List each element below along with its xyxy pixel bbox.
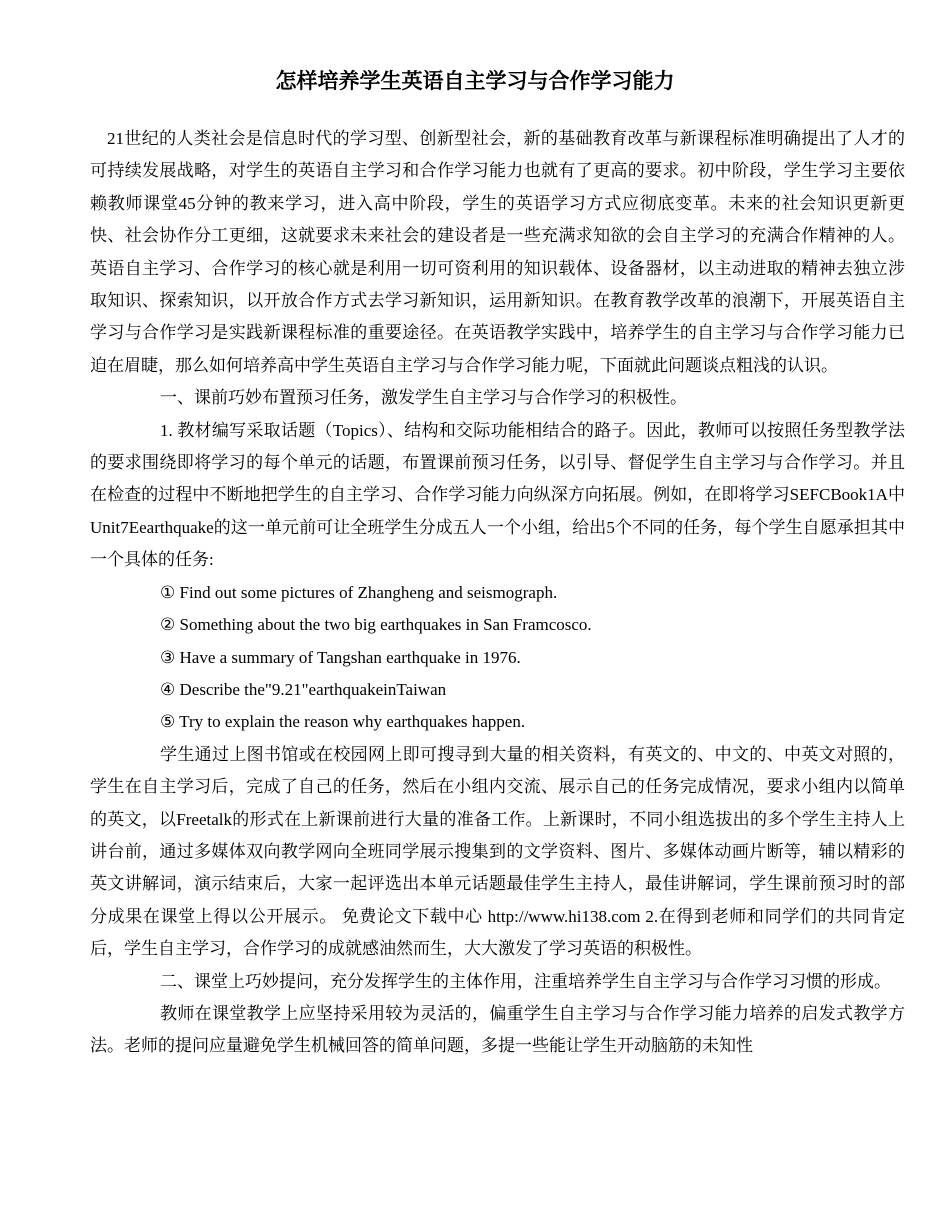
paragraph-task-result: 学生通过上图书馆或在校园网上即可搜寻到大量的相关资料，有英文的、中文的、中英文对照的，学生在自主学习后，完成了自己的任务，然后在小组内交流、展示自己的任务完成情况，要求小组内以简单的英文，以Freetalk的形式在上新课前进行大量的准备工作。上新课时，不同小组选拔出的多个学生主持人上讲台前，通过多媒体双向教学网向全班同学展示搜集到的文学资料、图片、多媒体动画片断等，辅以精彩的英文讲解词，演示结束后，大家一起评选出本单元话题最佳学生主持人，最佳讲解词，学生课前预习时的部分成果在课堂上得以公开展示。 免费论文下载中心 http://www.hi138.com 2.在得到老师和同学们的共同肯定后，学生自主学习，合作学习的成就感油然而生，大大激发了学习英语的积极性。 xyxy=(90,744,905,959)
task-item-5: ⑤ Try to explain the reason why earthquakes happen. xyxy=(160,712,526,732)
paragraph-point-1: 1. 教材编写采取话题（Topics）、结构和交际功能相结合的路子。因此，教师可以按照任务型教学法的要求围绕即将学习的每个单元的话题，布置课前预习任务，以引导、督促学生自主学习与合作学习。并且在检查的过程中不断地把学生的自主学习、合作学习能力向纵深方向拓展。例如，在即将学习SEFCBook1A中Unit7Eearthquake的这一单元前可让全班学生分成五人一个小组，给出5个不同的任务，每个学生自愿承担其中一个具体的任务: xyxy=(90,420,905,570)
paragraph-questioning: 教师在课堂教学上应坚持采用较为灵活的，偏重学生自主学习与合作学习能力培养的启发式教学方法。老师的提问应量避免学生机械回答的简单问题，多提一些能让学生开动脑筋的未知性 xyxy=(90,1003,905,1056)
task-item-3: ③ Have a summary of Tangshan earthquake in 1976. xyxy=(160,647,521,667)
section-heading-1: 一、课前巧妙布置预习任务，激发学生自主学习与合作学习的积极性。 xyxy=(160,388,687,408)
section-heading-2: 二、课堂上巧妙提问，充分发挥学生的主体作用，注重培养学生自主学习与合作学习习惯的形成。 xyxy=(160,971,891,991)
task-item-2: ② Something about the two big earthquakes in San Framcosco. xyxy=(160,615,592,635)
paragraph-intro: 21世纪的人类社会是信息时代的学习型、创新型社会，新的基础教育改革与新课程标准明确提出了人才的可持续发展战略，对学生的英语自主学习和合作学习能力也就有了更高的要求。初中阶段，学生学习主要依赖教师课堂45分钟的教来学习，进入高中阶段，学生的英语学习方式应彻底变革。未来的社会知识更新更快、社会协作分工更细，这就要求未来社会的建设者是一些充满求知欲的会自主学习的充满合作精神的人。英语自主学习、合作学习的核心就是利用一切可资利用的知识载体、设备器材，以主动进取的精神去独立涉取知识、探索知识，以开放合作方式去学习新知识，运用新知识。在教育教学改革的浪潮下，开展英语自主学习与合作学习是实践新课程标准的重要途径。在英语教学实践中，培养学生的自主学习与合作学习能力已迫在眉睫，那么如何培养高中学生英语自主学习与合作学习能力呢，下面就此问题谈点粗浅的认识。 xyxy=(90,129,905,375)
document-title: 怎样培养学生英语自主学习与合作学习能力 xyxy=(275,69,675,93)
task-item-1: ① Find out some pictures of Zhangheng and seismograph. xyxy=(160,582,558,602)
document-body xyxy=(90,123,905,1063)
task-item-4: ④ Describe the"9.21"earthquakeinTaiwan xyxy=(160,679,447,699)
